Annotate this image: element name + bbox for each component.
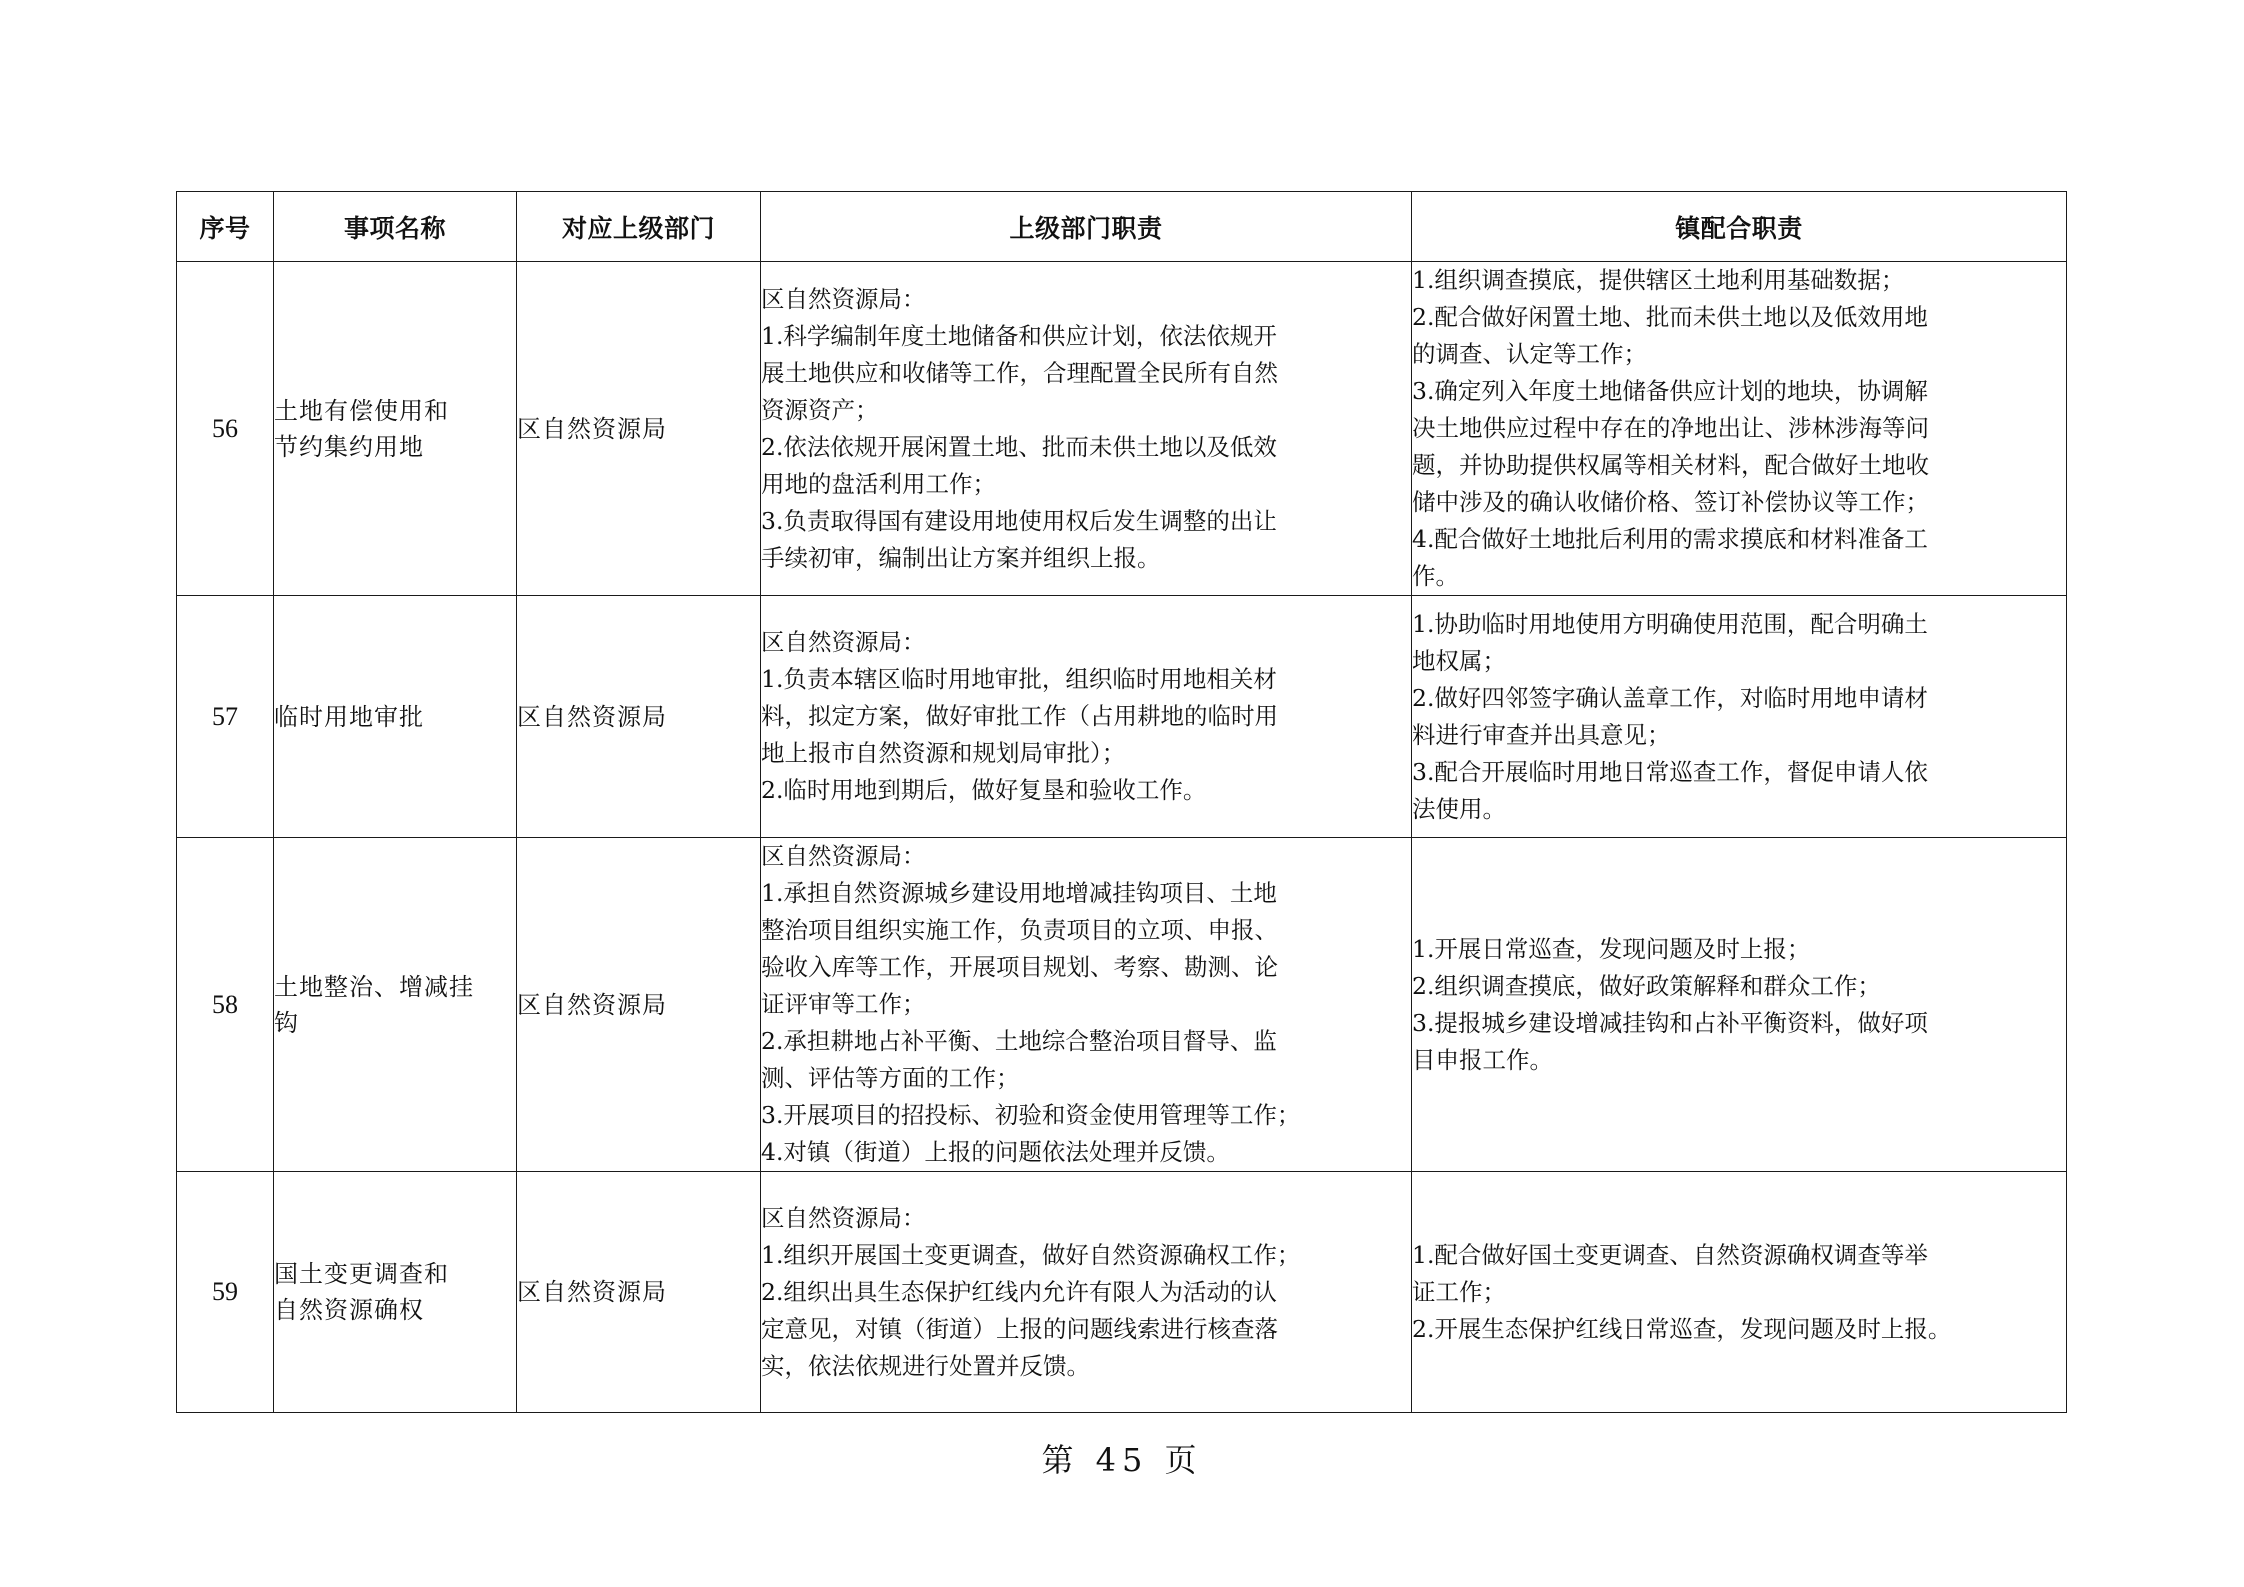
coop-line: 1.组织调查摸底，提供辖区土地利用基础数据； (1412, 266, 1905, 294)
item-name-line: 节约集约用地 (274, 432, 424, 461)
item-name-cell (274, 262, 517, 596)
duty-line: 定意见，对镇（街道）上报的问题线索进行核查落 (761, 1314, 1278, 1343)
superior-duty-cell (761, 838, 1412, 1172)
coop-line: 2.做好四邻签字确认盖章工作，对临时用地申请材 (1412, 683, 1928, 712)
header-superior-duty: 上级部门职责 (761, 192, 1412, 262)
coop-line: 作。 (1412, 562, 1459, 590)
row-number: 56 (177, 262, 274, 596)
coop-line: 料进行审查并出具意见； (1412, 720, 1671, 749)
coop-line: 3.配合开展临时用地日常巡查工作，督促申请人依 (1412, 757, 1928, 786)
duty-line: 2.临时用地到期后，做好复垦和验收工作。 (761, 776, 1207, 804)
duty-line: 证评审等工作； (761, 990, 926, 1018)
table-row (177, 838, 2067, 1172)
item-name-line: 临时用地审批 (274, 702, 424, 731)
duty-line: 用地的盘活利用工作； (761, 469, 996, 498)
duty-line: 1.组织开展国土变更调查，做好自然资源确权工作； (761, 1240, 1301, 1269)
table-header-row (177, 192, 2067, 262)
coop-line: 决土地供应过程中存在的净地出让、涉林涉海等问 (1412, 414, 1929, 442)
duty-line: 料，拟定方案，做好审批工作（占用耕地的临时用 (761, 702, 1278, 730)
coop-line: 3.提报城乡建设增减挂钩和占补平衡资料，做好项 (1412, 1008, 1928, 1037)
duty-line: 3.开展项目的招投标、初验和资金使用管理等工作； (761, 1101, 1301, 1129)
town-coop-cell (1412, 1172, 2067, 1413)
coop-line: 1.配合做好国土变更调查、自然资源确权调查等举 (1412, 1240, 1928, 1269)
item-name-line: 钩 (274, 1008, 299, 1037)
duty-line: 资源资产； (761, 395, 879, 424)
town-coop-cell (1412, 262, 2067, 596)
item-name-line: 土地整治、增减挂 (274, 972, 474, 1001)
duty-line: 1.科学编制年度土地储备和供应计划，依法依规开 (761, 321, 1277, 350)
page-number: 第 45 页 (1041, 1441, 1203, 1479)
duty-line: 手续初审，编制出让方案并组织上报。 (761, 543, 1161, 572)
superior-dept-cell: 区自然资源局 (517, 1172, 761, 1413)
superior-dept-cell: 区自然资源局 (517, 262, 761, 596)
header-superior-dept: 对应上级部门 (517, 192, 761, 262)
coop-line: 目申报工作。 (1412, 1045, 1553, 1074)
duty-line: 区自然资源局： (761, 1203, 926, 1232)
table-row (177, 1172, 2067, 1413)
item-name-line: 土地有偿使用和 (274, 396, 449, 425)
superior-dept-cell: 区自然资源局 (517, 838, 761, 1172)
coop-line: 法使用。 (1412, 794, 1506, 823)
duty-line: 2.组织出具生态保护红线内允许有限人为活动的认 (761, 1277, 1277, 1306)
item-name-cell (274, 1172, 517, 1413)
row-number: 59 (177, 1172, 274, 1413)
coop-line: 2.开展生态保护红线日常巡查，发现问题及时上报。 (1412, 1314, 1952, 1343)
coop-line: 的调查、认定等工作； (1412, 340, 1647, 368)
item-name-cell (274, 838, 517, 1172)
coop-line: 2.组织调查摸底，做好政策解释和群众工作； (1412, 971, 1881, 1000)
coop-line: 1.开展日常巡查，发现问题及时上报； (1412, 934, 1811, 963)
duty-table (176, 191, 2067, 1413)
coop-line: 地权属； (1412, 646, 1506, 675)
duty-line: 2.依法依规开展闲置土地、批而未供土地以及低效 (761, 432, 1277, 461)
town-coop-cell (1412, 838, 2067, 1172)
coop-line: 1.协助临时用地使用方明确使用范围，配合明确土 (1412, 609, 1928, 638)
coop-line: 3.确定列入年度土地储备供应计划的地块，协调解 (1412, 377, 1928, 405)
row-number: 58 (177, 838, 274, 1172)
item-name-line: 国土变更调查和 (274, 1260, 449, 1288)
duty-line: 整治项目组织实施工作，负责项目的立项、申报、 (761, 916, 1278, 944)
item-name-line: 自然资源确权 (274, 1296, 424, 1324)
duty-line: 1.承担自然资源城乡建设用地增减挂钩项目、土地 (761, 879, 1277, 907)
header-number: 序号 (177, 192, 274, 262)
item-name-cell (274, 596, 517, 838)
duty-line: 1.负责本辖区临时用地审批，组织临时用地相关材 (761, 665, 1277, 693)
duty-line: 2.承担耕地占补平衡、土地综合整治项目督导、监 (761, 1027, 1277, 1055)
duty-line: 测、评估等方面的工作； (761, 1064, 1020, 1092)
duty-line: 地上报市自然资源和规划局审批）； (761, 739, 1126, 767)
row-number: 57 (177, 596, 274, 838)
duty-line: 区自然资源局： (761, 842, 926, 870)
superior-dept-cell: 区自然资源局 (517, 596, 761, 838)
coop-line: 题，并协助提供权属等相关材料，配合做好土地收 (1412, 451, 1929, 479)
coop-line: 4.配合做好土地批后利用的需求摸底和材料准备工 (1412, 525, 1928, 553)
superior-duty-cell (761, 262, 1412, 596)
superior-duty-cell (761, 1172, 1412, 1413)
header-town-coop-duty: 镇配合职责 (1412, 192, 2067, 262)
table-row (177, 262, 2067, 596)
town-coop-cell (1412, 596, 2067, 838)
duty-line: 实，依法依规进行处置并反馈。 (761, 1351, 1090, 1380)
duty-line: 4.对镇（街道）上报的问题依法处理并反馈。 (761, 1138, 1230, 1166)
header-item-name: 事项名称 (274, 192, 517, 262)
coop-line: 证工作； (1412, 1277, 1506, 1306)
duty-line: 区自然资源局： (761, 628, 926, 656)
table-row (177, 596, 2067, 838)
coop-line: 储中涉及的确认收储价格、签订补偿协议等工作； (1412, 488, 1929, 516)
duty-line: 区自然资源局： (761, 284, 926, 313)
duty-line: 验收入库等工作，开展项目规划、考察、勘测、论 (761, 953, 1278, 981)
duty-line: 3.负责取得国有建设用地使用权后发生调整的出让 (761, 506, 1277, 535)
duty-line: 展土地供应和收储等工作，合理配置全民所有自然 (761, 358, 1278, 387)
superior-duty-cell (761, 596, 1412, 838)
coop-line: 2.配合做好闲置土地、批而未供土地以及低效用地 (1412, 303, 1928, 331)
